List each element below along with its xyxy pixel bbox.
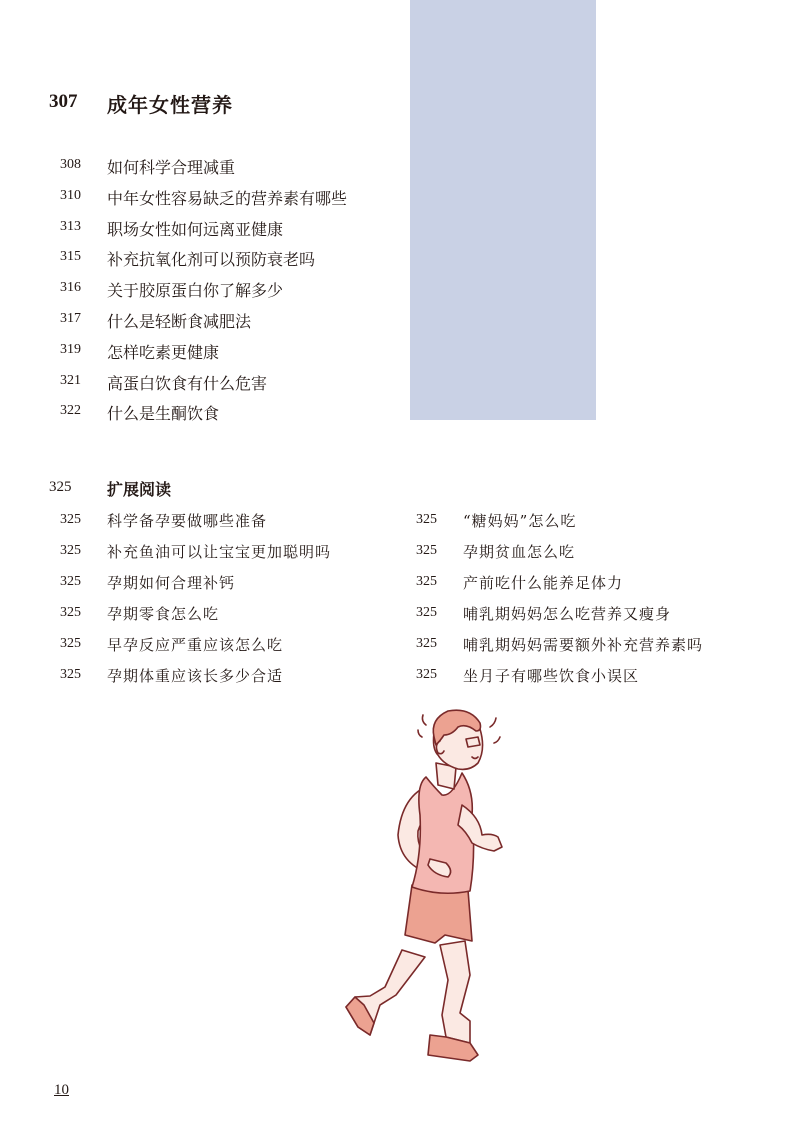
extended-list-left [0,504,330,690]
toc-page-number: 322 [60,403,81,419]
toc-list [0,151,800,428]
extended-item[interactable] [356,535,736,566]
extended-item-title: 早孕反应严重应该怎么吃 [107,636,284,654]
toc-page-number: 317 [60,310,81,326]
extended-item-title: 孕期体重应该长多少合适 [107,667,284,685]
extended-title: 扩展阅读 [107,480,172,499]
extended-item-page: 325 [60,636,81,651]
extended-item-title: “糖妈妈”怎么吃 [463,512,577,530]
sweat-mark-icon [418,730,422,737]
toc-page-number: 321 [60,372,81,388]
extended-item[interactable] [356,504,736,535]
toc-item[interactable] [0,182,800,213]
extended-item-title: 哺乳期妈妈需要额外补充营养素吗 [463,636,704,654]
extended-item[interactable] [0,659,330,690]
extended-item-page: 325 [60,574,81,589]
front-leg [440,941,470,1043]
page-number: 10 [54,1082,69,1098]
shorts [405,885,472,943]
toc-item[interactable] [0,397,800,428]
section-page-number: 307 [49,91,78,112]
extended-item-title: 孕期如何合理补钙 [107,574,236,592]
sweat-mark-icon [422,715,426,725]
extended-item-title: 产前吃什么能养足体力 [463,574,624,592]
extended-item-title: 坐月子有哪些饮食小误区 [463,667,640,685]
toc-title: 中年女性容易缺乏的营养素有哪些 [107,188,348,208]
toc-title: 怎样吃素更健康 [107,342,220,362]
toc-item[interactable] [0,367,800,398]
extended-list-right [356,504,736,690]
toc-item[interactable] [0,274,800,305]
toc-page-number: 313 [60,218,81,234]
extended-item-page: 325 [60,512,81,527]
extended-item-title: 补充鱼油可以让宝宝更加聪明吗 [107,543,332,561]
toc-item[interactable] [0,243,800,274]
extended-item-title: 哺乳期妈妈怎么吃营养又瘦身 [463,605,672,623]
toc-title: 关于胶原蛋白你了解多少 [107,281,284,301]
sweat-mark-icon [494,737,500,743]
extended-item-page: 325 [60,543,81,558]
toc-title: 如何科学合理减重 [107,158,236,177]
extended-item-page: 325 [60,605,81,620]
toc-item[interactable] [0,336,800,367]
toc-item[interactable] [0,305,800,336]
extended-item[interactable] [0,535,330,566]
toc-page-number: 308 [60,157,81,172]
extended-item[interactable] [0,597,330,628]
toc-item[interactable] [0,213,800,244]
toc-page-number: 319 [60,341,81,357]
extended-item-title: 科学备孕要做哪些准备 [107,512,268,530]
toc-title: 什么是轻断食减肥法 [107,311,252,331]
sweat-mark-icon [490,718,496,727]
extended-item-page: 325 [416,512,437,527]
extended-item[interactable] [356,659,736,690]
extended-item-page: 325 [60,667,81,682]
toc-page-number: 310 [60,187,81,203]
extended-item[interactable] [356,597,736,628]
toc-page-number: 316 [60,280,81,296]
section-title: 成年女性营养 [107,93,233,117]
extended-item-page: 325 [416,574,437,589]
toc-page-number: 315 [60,249,81,265]
extended-item-title: 孕期贫血怎么吃 [463,543,576,561]
toc-title: 补充抗氧化剂可以预防衰老吗 [107,250,316,270]
extended-item-title: 孕期零食怎么吃 [107,605,220,623]
extended-item[interactable] [356,566,736,597]
toc-title: 高蛋白饮食有什么危害 [107,373,268,393]
extended-item-page: 325 [416,543,437,558]
extended-item[interactable] [0,566,330,597]
extended-item[interactable] [0,504,330,535]
extended-item-page: 325 [416,605,437,620]
toc-title: 职场女性如何远离亚健康 [107,219,284,239]
toc-title: 什么是生酮饮食 [107,404,220,424]
extended-item-page: 325 [416,636,437,651]
extended-item[interactable] [356,628,736,659]
toc-item[interactable] [0,151,800,182]
extended-item-page: 325 [416,667,437,682]
running-man-illustration [330,705,530,1065]
extended-page-number: 325 [49,479,72,495]
extended-item[interactable] [0,628,330,659]
